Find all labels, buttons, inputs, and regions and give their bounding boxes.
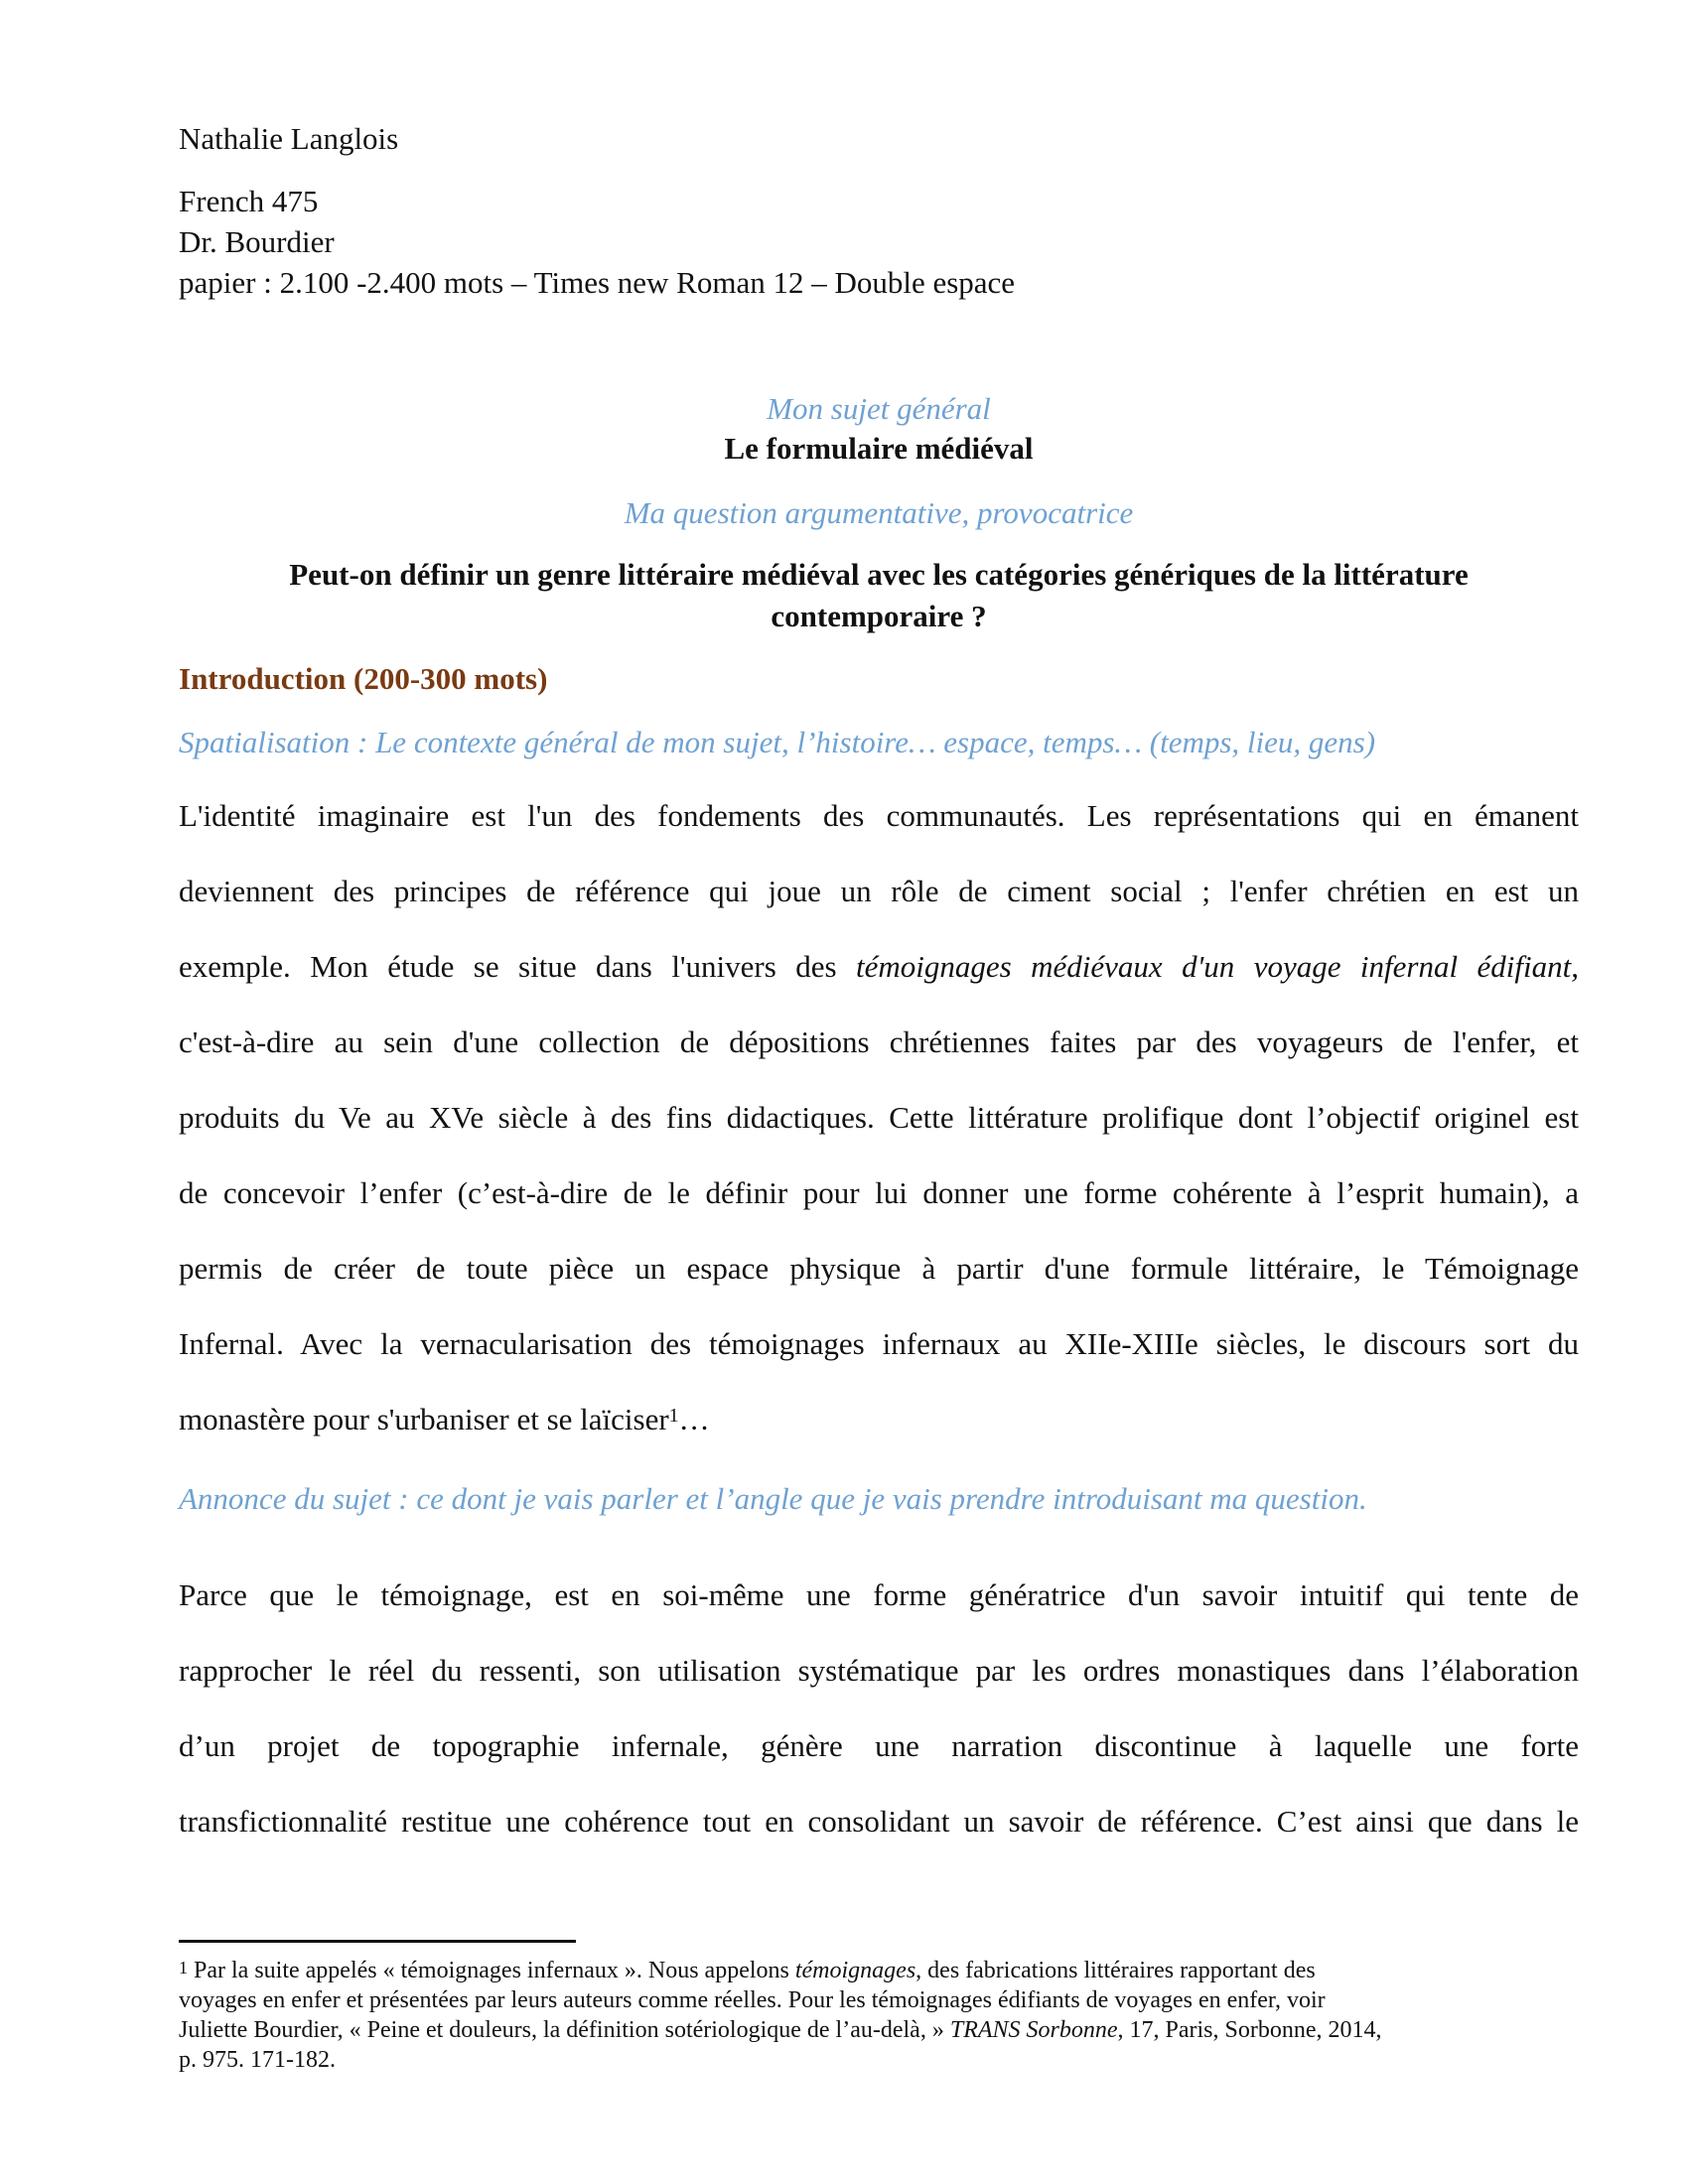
- paragraph-line: d’un projet de topographie infernale, génère une narration discontinue à laquelle une forte: [179, 1728, 1579, 1763]
- footnote-line: p. 975. 171-182.: [179, 2047, 336, 2073]
- question-label: Ma question argumentative, provocatrice: [624, 495, 1134, 530]
- spatialisation-label: Spatialisation : Le contexte général de mon sujet, l’histoire… espace, temps… (temps, lieu, gens): [179, 725, 1376, 759]
- paragraph-text: monastère pour s'urbaniser et se laïciser: [179, 1402, 669, 1436]
- topic-title: Le formulaire médiéval: [724, 431, 1034, 466]
- paragraph-line: c'est-à-dire au sein d'une collection de dépositions chrétiennes faites par des voyageurs de l'enfer, et: [179, 1024, 1579, 1059]
- question-line-2: contemporaire ?: [771, 599, 987, 633]
- footnote-separator: [179, 1940, 576, 1943]
- question-line-1: Peut-on définir un genre littéraire médiéval avec les catégories génériques de la littérature: [289, 557, 1469, 592]
- footnote-text: Juliette Bourdier, « Peine et douleurs, la définition sotériologique de l’au-delà, »: [179, 2017, 950, 2043]
- paragraph-line: Infernal. Avec la vernacularisation des témoignages infernaux au XIIe-XIIIe siècles, le discours sort du: [179, 1326, 1579, 1361]
- instructor-name: Dr. Bourdier: [179, 224, 335, 259]
- footnote-text: , des fabrications littéraires rapportant des: [915, 1958, 1316, 1983]
- introduction-heading: Introduction (200-300 mots): [179, 661, 548, 696]
- author-name: Nathalie Langlois: [179, 121, 399, 156]
- footnote-text: Par la suite appelés « témoignages infernaux ». Nous appelons: [188, 1958, 795, 1983]
- paragraph-line: rapprocher le réel du ressenti, son utilisation systématique par les ordres monastiques dans l’élaboration: [179, 1653, 1579, 1688]
- footnote-line: [179, 2015, 1382, 2045]
- paragraph-line: transfictionnalité restitue une cohérence tout en consolidant un savoir de référence. C’est ainsi que dans le: [179, 1804, 1579, 1839]
- paragraph-line: deviennent des principes de référence qui joue un rôle de ciment social ; l'enfer chrétien en est un: [179, 874, 1579, 908]
- topic-label: Mon sujet général: [767, 391, 991, 426]
- footnote-line: [179, 1956, 1316, 1985]
- paragraph-text: …: [678, 1402, 710, 1436]
- footnote-text: , 17, Paris, Sorbonne, 2014,: [1117, 2017, 1382, 2043]
- paragraph-line: Parce que le témoignage, est en soi-même une forme génératrice d'un savoir intuitif qui tente de: [179, 1577, 1579, 1612]
- footnote-number: 1: [179, 1958, 188, 1978]
- italic-term: témoignages médiévaux d'un voyage infernal édifiant,: [856, 949, 1579, 984]
- paragraph-line: [179, 947, 1579, 987]
- paragraph-line: permis de créer de toute pièce un espace physique à partir d'une formule littéraire, le Témoignage: [179, 1251, 1579, 1286]
- footnote-italic: témoignages: [794, 1958, 916, 1983]
- paragraph-line: [179, 1400, 710, 1439]
- paragraph-text: exemple. Mon étude se situe dans l'univers des: [179, 949, 856, 984]
- paragraph-line: de concevoir l’enfer (c’est-à-dire de le définir pour lui donner une forme cohérente à l’esprit humain), a: [179, 1175, 1579, 1210]
- footnote-reference[interactable]: 1: [668, 1405, 679, 1427]
- annonce-label: Annonce du sujet : ce dont je vais parler et l’angle que je vais prendre introduisant ma question.: [179, 1481, 1367, 1516]
- journal-title: TRANS Sorbonne: [949, 2017, 1118, 2043]
- paragraph-line: L'identité imaginaire est l'un des fondements des communautés. Les représentations qui en émanent: [179, 798, 1579, 833]
- paper-requirements: papier : 2.100 -2.400 mots – Times new Roman 12 – Double espace: [179, 265, 1016, 300]
- paragraph-line: produits du Ve au XVe siècle à des fins didactiques. Cette littérature prolifique dont l’objectif originel est: [179, 1100, 1579, 1135]
- course-name: French 475: [179, 184, 319, 218]
- footnote-line: voyages en enfer et présentées par leurs auteurs comme réelles. Pour les témoignages édifiants de voyages en enfer, voir: [179, 1987, 1326, 2013]
